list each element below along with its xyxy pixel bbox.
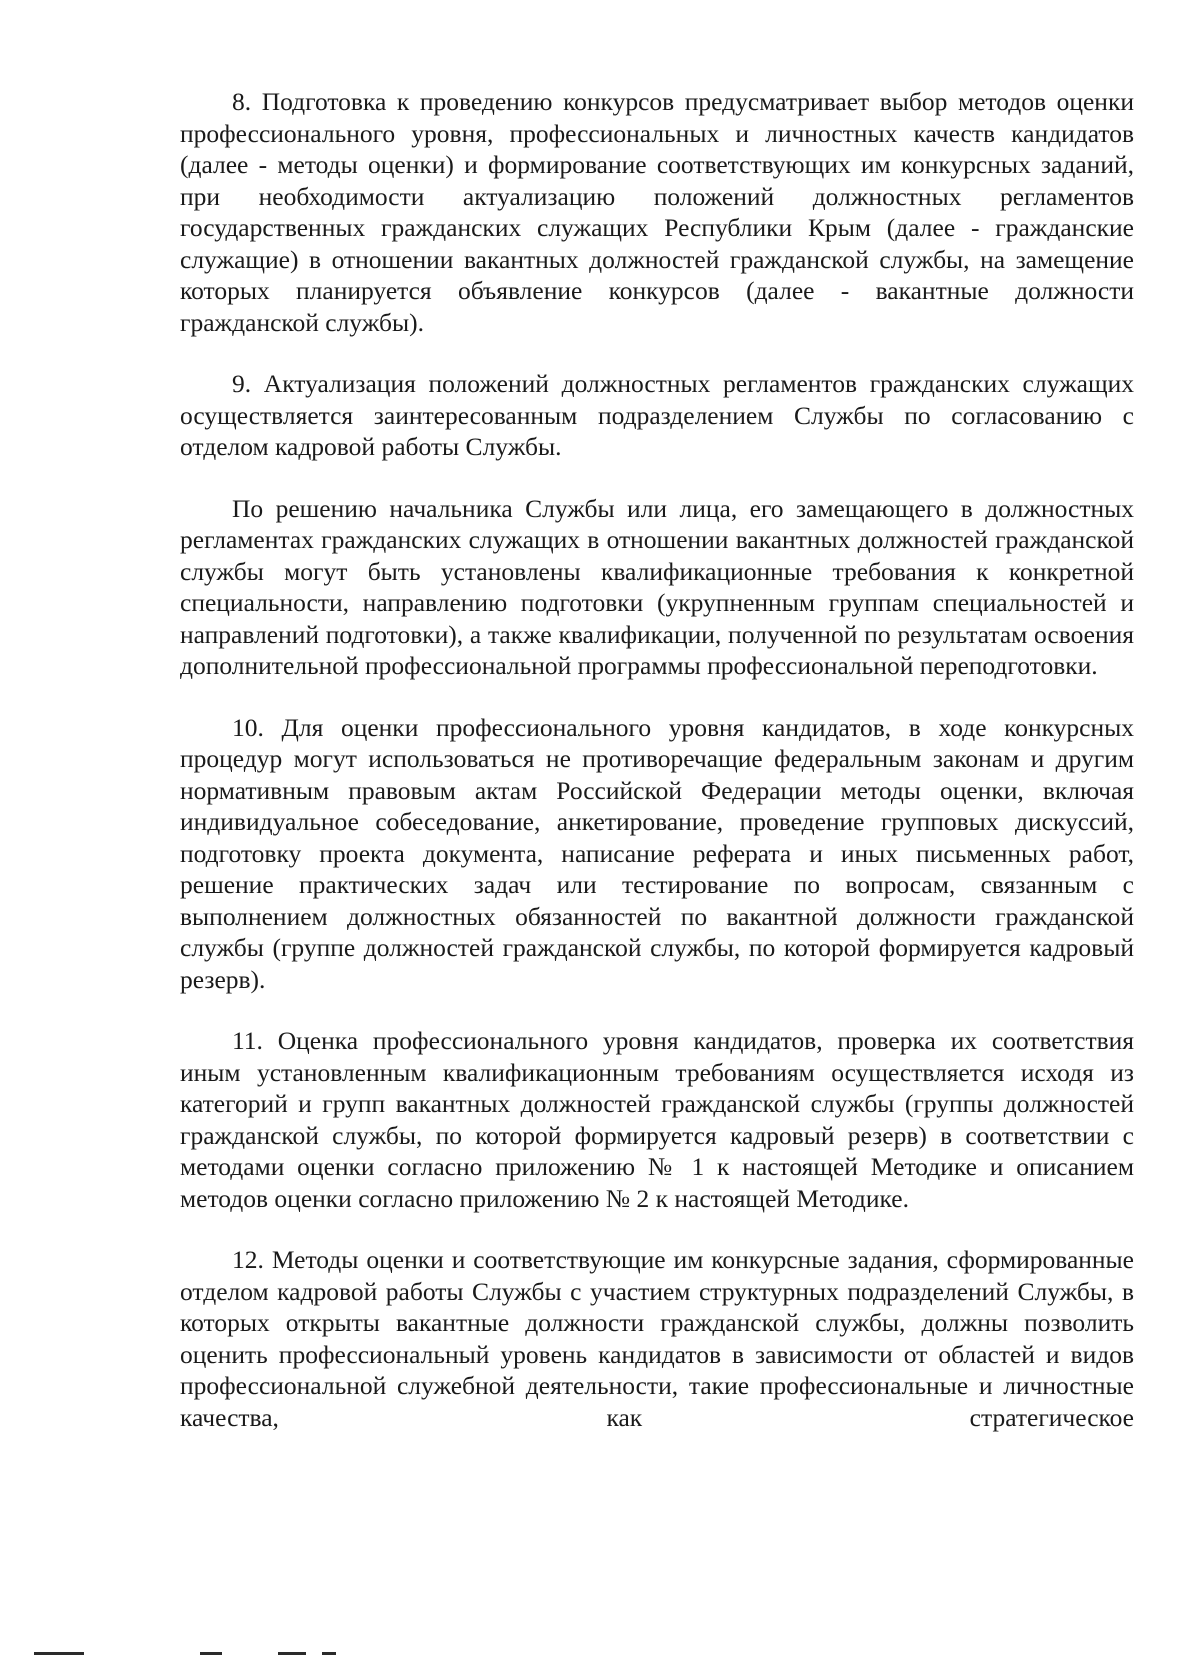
scan-artifact-mark <box>200 1652 222 1655</box>
paragraph-12: 12. Методы оценки и соответствующие им конкурсные задания, сформированные отделом кадровой работы Службы с участием структурных подразделений Службы, в которых открыты вакантные должности гражданской службы, должны позволить оценить профессиональный уровень кандидатов в зависимости от областей и видов профессиональной служебной деятельности, такие профессиональные и личностные качества, как стратегическое <box>180 1245 1134 1432</box>
paragraph-11: 11. Оценка профессионального уровня кандидатов, проверка их соответствия иным установленным квалификационным требованиям осуществляется исходя из категорий и групп вакантных должностей гражданской службы (группы должностей гражданской службы, по которой формируется кадровый резерв) в соответствии с методами оценки согласно приложению № 1 к настоящей Методике и описанием методов оценки согласно приложению № 2 к настоящей Методике. <box>180 1026 1134 1213</box>
scan-artifact-mark <box>322 1652 336 1655</box>
paragraph-9-continuation: По решению начальника Службы или лица, его замещающего в должностных регламентах гражданских служащих в отношении вакантных должностей гражданской службы могут быть установлены квалификационные требования к конкретной специальности, направлению подготовки (укрупненным группам специальностей и направлений подготовки), а также квалификации, полученной по результатам освоения дополнительной профессиональной программы профессиональной переподготовки. <box>180 493 1134 680</box>
scan-artifact-mark <box>34 1652 84 1655</box>
scan-artifact-mark <box>278 1652 306 1655</box>
paragraph-9: 9. Актуализация положений должностных регламентов гражданских служащих осуществляется заинтересованным подразделением Службы по согласованию с отделом кадровой работы Службы. <box>180 369 1134 461</box>
paragraph-8: 8. Подготовка к проведению конкурсов предусматривает выбор методов оценки профессионального уровня, профессиональных и личностных качеств кандидатов (далее - методы оценки) и формирование соответствующих им конкурсных заданий, при необходимости актуализацию положений должностных регламентов государственных гражданских служащих Республики Крым (далее - гражданские служащие) в отношении вакантных должностей гражданской службы, на замещение которых планируется объявление конкурсов (далее - вакантные должности гражданской службы). <box>180 87 1134 337</box>
paragraph-10: 10. Для оценки профессионального уровня кандидатов, в ходе конкурсных процедур могут использоваться не противоречащие федеральным законам и другим нормативным правовым актам Российской Федерации методы оценки, включая индивидуальное собеседование, анкетирование, проведение групповых дискуссий, подготовку проекта документа, написание реферата и иных письменных работ, решение практических задач или тестирование по вопросам, связанным с выполнением должностных обязанностей по вакантной должности гражданской службы (группе должностей гражданской службы, по которой формируется кадровый резерв). <box>180 712 1134 994</box>
document-page <box>180 86 1134 1433</box>
